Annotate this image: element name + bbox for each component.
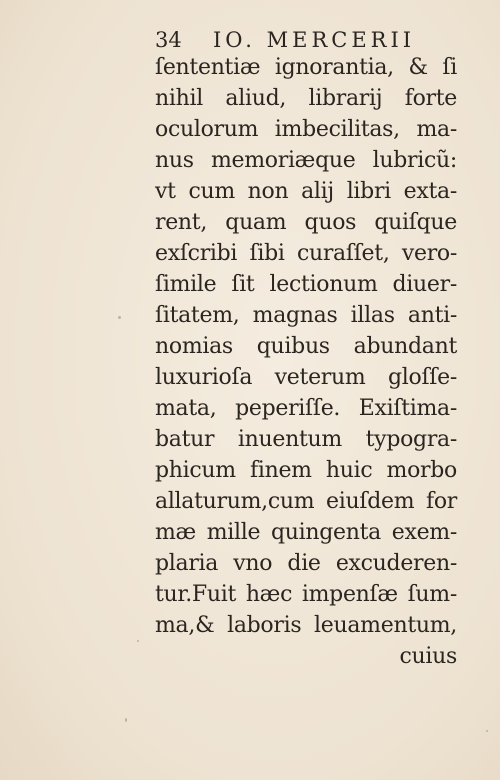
paper-speck xyxy=(118,316,121,319)
text-line: luxurioſa veterum gloſſe- xyxy=(155,365,457,390)
paper-speck xyxy=(486,730,488,732)
text-line: ſententiæ ignorantia, & ſi xyxy=(155,55,457,80)
text-line: phicum finem huic morbo xyxy=(155,458,457,483)
catchword: cuius xyxy=(399,644,457,669)
text-line: tur.Fuit hæc impenſæ ſum- xyxy=(155,582,457,607)
text-line: batur inuentum typogra- xyxy=(155,427,457,452)
paper-speck xyxy=(137,640,139,642)
paper-speck xyxy=(125,718,127,722)
text-line: vt cum non alij libri exta- xyxy=(155,179,457,204)
text-line: nus memoriæque lubricũ: xyxy=(155,148,457,173)
running-title: IO. MERCERII xyxy=(213,28,416,52)
text-line: allaturum,cum eiuſdem for xyxy=(155,489,457,514)
page-number: 34 xyxy=(155,28,182,52)
text-line: mata, peperiſſe. Exiſtima- xyxy=(155,396,457,421)
text-line: oculorum imbecilitas, ma- xyxy=(155,117,457,142)
text-line: mæ mille quingenta exem- xyxy=(155,520,457,545)
text-line: ſitatem, magnas illas anti- xyxy=(155,303,457,328)
text-line: ma,& laboris leuamentum, xyxy=(155,613,457,638)
text-line: nihil aliud, librarij forte xyxy=(155,86,457,111)
text-line: plaria vno die excuderen- xyxy=(155,551,457,576)
body-text xyxy=(155,52,457,672)
text-line: exſcribi ſibi curaſſet, vero- xyxy=(155,241,457,266)
text-line: rent, quam quos quiſque xyxy=(155,210,457,235)
text-line: ſimile ſit lectionum diuer- xyxy=(155,272,457,297)
text-line: nomias quibus abundant xyxy=(155,334,457,359)
